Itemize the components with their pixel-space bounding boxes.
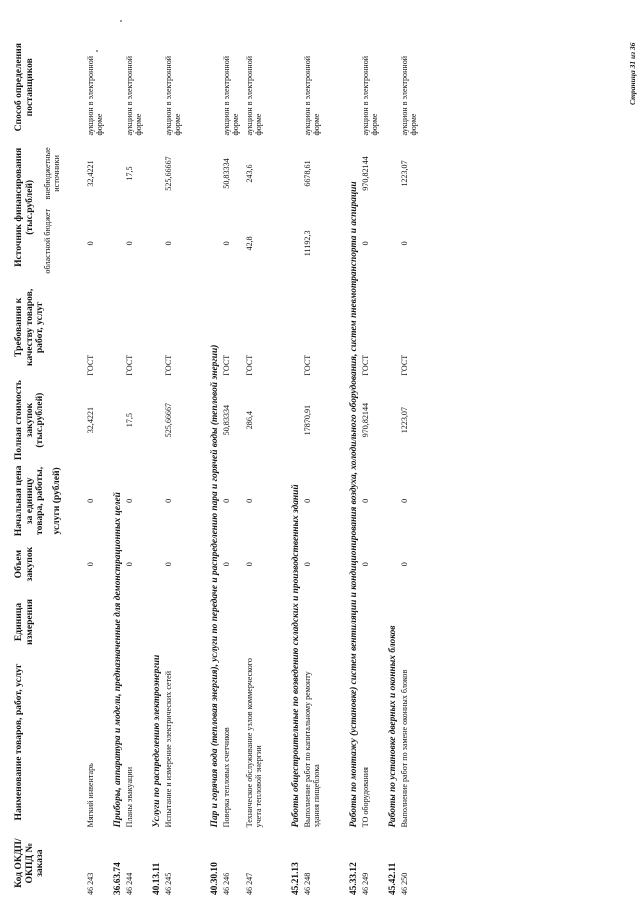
row-unit-price: 0 <box>303 498 312 503</box>
table-body <box>84 37 440 897</box>
header-unit-price <box>14 463 62 539</box>
section-row <box>107 37 123 897</box>
row-name: Планы эвакуации <box>125 766 134 828</box>
row-code: 46 247 <box>245 872 254 895</box>
row-code: 46 245 <box>164 872 173 895</box>
row-total: 50,83334 <box>222 404 231 436</box>
row-requirements: ГОСТ <box>125 354 134 376</box>
row-method: аукцион в электронной форме <box>245 55 263 136</box>
section-title: Пар и горячая вода (тепловая энергия), услуги по передаче и распределению пара и горячей воды (тепловой энергии) <box>210 344 220 828</box>
row-funding-regional: 11192,3 <box>303 230 312 257</box>
section-row <box>146 37 162 897</box>
row-method: аукцион в электронной форме <box>86 55 104 136</box>
row-unit-price: 0 <box>86 498 95 503</box>
section-row <box>204 37 220 897</box>
section-row <box>382 37 398 897</box>
row-name: Техническое обслуживание узлов коммерческого учета тепловой энергии <box>245 658 263 828</box>
procurement-table <box>14 37 440 897</box>
row-funding-regional: 0 <box>86 241 95 246</box>
table-row <box>84 37 107 897</box>
row-name: Мягкий инвентарь <box>86 763 95 828</box>
row-funding-extra: 50,83334 <box>222 158 231 189</box>
section-title: Работы общестроительные по возведению складских и производственных зданий <box>291 484 301 828</box>
header-funding-regional: областной бюджет <box>43 208 52 274</box>
section-code: 45.42.11 <box>388 862 398 895</box>
row-code: 46 244 <box>125 872 134 895</box>
header-unit-price-main: Начальная цена за единицу товара, работы, <box>13 465 45 537</box>
page-footer: Страница 31 из 36 <box>628 42 637 105</box>
row-code: 46 248 <box>303 872 312 895</box>
row-volume: 0 <box>164 562 173 567</box>
row-unit <box>359 589 382 654</box>
row-total: 1223,07 <box>400 406 409 434</box>
header-funding-extra: внебюджетные источники <box>43 147 61 200</box>
row-method: аукцион в электронной форме <box>164 55 182 136</box>
row-funding-regional: 0 <box>361 241 370 246</box>
row-volume: 0 <box>86 562 95 567</box>
row-unit <box>243 589 285 654</box>
row-total: 525,66667 <box>164 402 173 438</box>
section-row <box>285 37 301 897</box>
row-method: аукцион в электронной форме <box>361 55 379 136</box>
table-row <box>162 37 204 897</box>
row-code: 46 250 <box>400 872 409 895</box>
header-code: Код ОКДП/ ОКПД № заказа <box>13 838 45 888</box>
header-total: Полная стоимость закупок (тыс.рублей) <box>13 380 45 461</box>
row-name: ТО оборудования <box>361 767 370 828</box>
row-funding-regional: 42,8 <box>245 236 254 251</box>
row-funding-regional: 0 <box>222 241 231 246</box>
row-unit <box>162 589 204 654</box>
table-header-row <box>14 37 62 897</box>
header-name: Наименование товаров, работ, услуг <box>13 663 24 821</box>
table-row <box>220 37 243 897</box>
section-code: 45.21.13 <box>291 862 301 895</box>
header-unit: Единица измерения <box>13 599 35 645</box>
row-requirements: ГОСТ <box>222 354 231 376</box>
row-funding-regional: 0 <box>125 241 134 246</box>
section-title: Работы по установке дверных и оконных блоков <box>388 625 398 828</box>
row-volume: 0 <box>361 562 370 567</box>
header-funding-title: Источник финансирования (тыс.рублей) <box>13 147 35 267</box>
row-unit <box>123 589 146 654</box>
row-unit <box>220 589 243 654</box>
header-method: Способ определения поставщиков <box>13 43 35 132</box>
header-unit-price-sub: услуги (рублей) <box>50 467 62 535</box>
row-name: Испытание и измерение электрических сетей <box>164 670 173 828</box>
row-unit-price: 0 <box>400 498 409 503</box>
table-row <box>123 37 146 897</box>
table-row <box>243 37 285 897</box>
row-unit-price: 0 <box>164 498 173 503</box>
row-method: аукцион в электронной форме <box>303 55 321 136</box>
row-funding-extra: 17,5 <box>125 166 134 181</box>
row-requirements: ГОСТ <box>303 354 312 376</box>
row-funding-extra: 6678,61 <box>303 160 312 187</box>
row-unit <box>84 589 107 654</box>
row-code: 46 243 <box>86 872 95 895</box>
section-code: 40.13.11 <box>152 862 162 895</box>
row-volume: 0 <box>125 562 134 567</box>
row-funding-extra: 32,4221 <box>86 160 95 187</box>
table-row <box>398 37 440 897</box>
row-total: 970,82144 <box>361 402 370 438</box>
section-title: Работы по монтажу (установке) систем вентиляции и кондиционирования воздуха, холодильного оборудования, систем пневмотранспорта и аспирации <box>349 181 359 828</box>
section-row <box>343 37 359 897</box>
row-unit-price: 0 <box>125 498 134 503</box>
row-volume: 0 <box>400 562 409 567</box>
header-funding <box>14 137 62 277</box>
row-requirements: ГОСТ <box>400 354 409 376</box>
header-volume: Объем закупок <box>13 546 35 582</box>
row-funding-extra: 525,66667 <box>164 156 173 191</box>
table-row <box>301 37 343 897</box>
row-unit-price: 0 <box>361 498 370 503</box>
header-requirements: Требования к качеству товаров, работ, услуг <box>13 288 45 366</box>
row-unit <box>398 589 440 654</box>
row-funding-regional: 0 <box>400 241 409 246</box>
row-method: аукцион в электронной форме <box>222 55 240 136</box>
row-requirements: ГОСТ <box>86 354 95 376</box>
row-name: Поверка тепловых счетчиков <box>222 727 231 828</box>
row-volume: 0 <box>222 562 231 567</box>
row-name: Выполнение работ по замене оконных блоков <box>400 669 409 828</box>
section-code: 36.63.74 <box>113 862 123 895</box>
row-name: Выполнение работ по капитальному ремонту здания пищеблока <box>303 671 321 828</box>
row-unit <box>301 589 343 654</box>
section-code: 45.33.12 <box>349 862 359 895</box>
row-total: 32,4221 <box>86 406 95 434</box>
row-volume: 0 <box>303 562 312 567</box>
section-title: Приборы, аппаратура и модели, предназначенные для демонстрационных целей <box>113 492 123 828</box>
row-unit-price: 0 <box>245 498 254 503</box>
row-volume: 0 <box>245 562 254 567</box>
row-funding-extra: 1223,07 <box>400 160 409 187</box>
row-total: 17870,91 <box>303 404 312 436</box>
row-requirements: ГОСТ <box>245 354 254 376</box>
section-title: Услуги по распределению электроэнергии <box>152 654 162 828</box>
table-row <box>359 37 382 897</box>
row-unit-price: 0 <box>222 498 231 503</box>
row-method: аукцион в электронной форме <box>125 55 143 136</box>
row-funding-extra: 970,82144 <box>361 156 370 191</box>
row-funding-regional: 0 <box>164 241 173 246</box>
row-requirements: ГОСТ <box>164 354 173 376</box>
row-code: 46 249 <box>361 872 370 895</box>
row-requirements: ГОСТ <box>361 354 370 376</box>
row-total: 17,5 <box>125 413 134 428</box>
row-funding-extra: 243,6 <box>245 164 254 183</box>
row-total: 286,4 <box>245 411 254 430</box>
section-code: 40.30.10 <box>210 862 220 895</box>
row-method: аукцион в электронной форме <box>400 55 418 136</box>
row-code: 46 246 <box>222 872 231 895</box>
